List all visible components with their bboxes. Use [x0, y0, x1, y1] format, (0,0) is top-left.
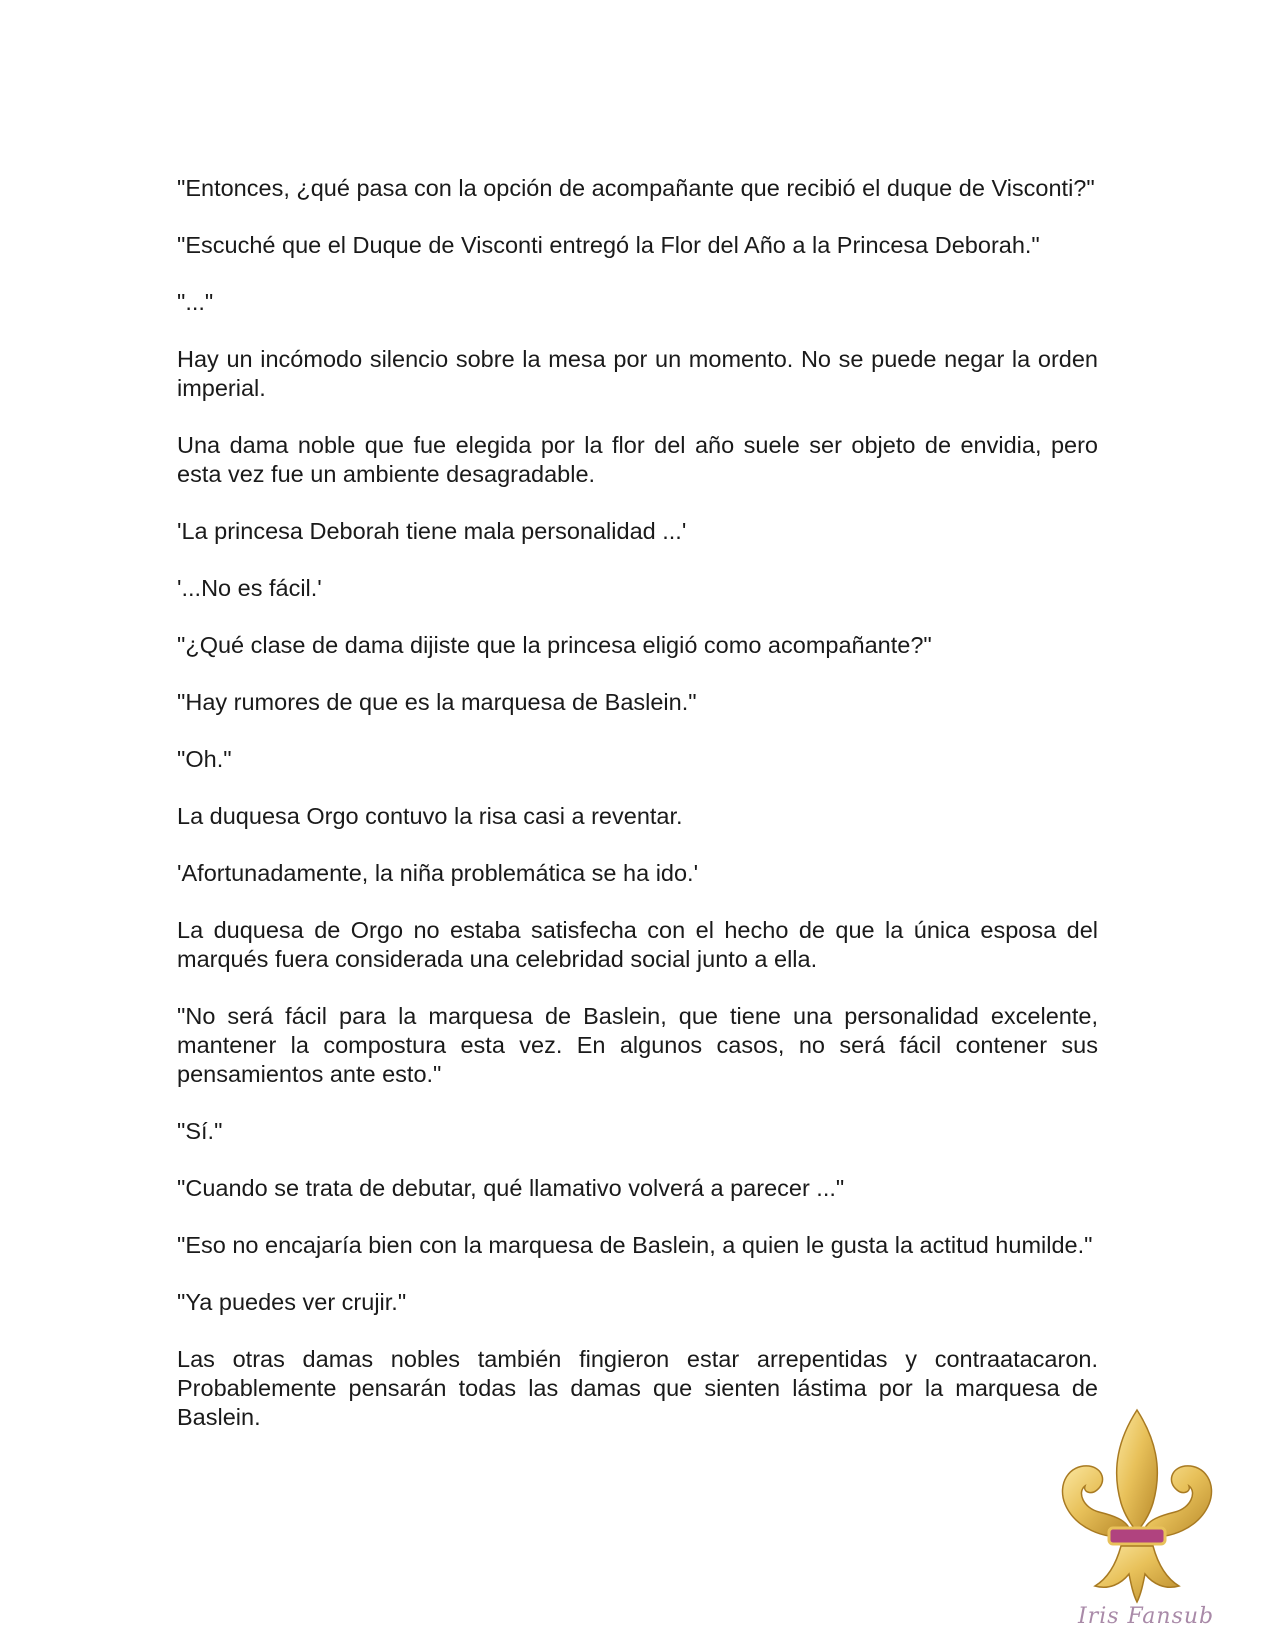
paragraph-12: 'Afortunadamente, la niña problemática se ha ido.': [177, 860, 699, 886]
paragraph-11: La duquesa Orgo contuvo la risa casi a reventar.: [177, 803, 683, 829]
paragraph-9: "Hay rumores de que es la marquesa de Baslein.": [177, 689, 697, 715]
paragraph-13: La duquesa de Orgo no estaba satisfecha con el hecho de que la única esposa del marqués fuera considerada una celebridad social junto a ella.: [177, 917, 1098, 972]
document-body: [177, 174, 1098, 1460]
logo-signature: Iris Fansub: [1078, 1604, 1215, 1629]
paragraph-2: "Escuché que el Duque de Visconti entregó la Flor del Año a la Princesa Deborah.": [177, 232, 1040, 258]
paragraph-5: Una dama noble que fue elegida por la flor del año suele ser objeto de envidia, pero esta vez fue un ambiente desagradable.: [177, 432, 1098, 487]
paragraph-16: "Cuando se trata de debutar, qué llamativo volverá a parecer ...": [177, 1175, 845, 1201]
paragraph-3: "...": [177, 289, 214, 315]
paragraph-10: "Oh.": [177, 746, 232, 772]
paragraph-7: '...No es fácil.': [177, 575, 322, 601]
paragraph-1: "Entonces, ¿qué pasa con la opción de acompañante que recibió el duque de Visconti?": [177, 175, 1095, 201]
paragraph-4: Hay un incómodo silencio sobre la mesa por un momento. No se puede negar la orden imperial.: [177, 346, 1098, 401]
paragraph-6: 'La princesa Deborah tiene mala personalidad ...': [177, 518, 687, 544]
paragraph-14: "No será fácil para la marquesa de Baslein, que tiene una personalidad excelente, mantener la compostura esta vez. En algunos casos, no será fácil contener sus pensamientos ante esto.": [177, 1003, 1098, 1087]
paragraph-18: "Ya puedes ver crujir.": [177, 1289, 407, 1315]
paragraph-15: "Sí.": [177, 1118, 223, 1144]
paragraph-17: "Eso no encajaría bien con la marquesa de Baslein, a quien le gusta la actitud humilde.": [177, 1232, 1093, 1258]
fleur-de-lis-icon: [1055, 1408, 1220, 1618]
paragraph-8: "¿Qué clase de dama dijiste que la princesa eligió como acompañante?": [177, 632, 932, 658]
paragraph-19: Las otras damas nobles también fingieron estar arrepentidas y contraatacaron. Probablemente pensarán todas las damas que sienten lástima por la marquesa de Baslein.: [177, 1346, 1098, 1430]
